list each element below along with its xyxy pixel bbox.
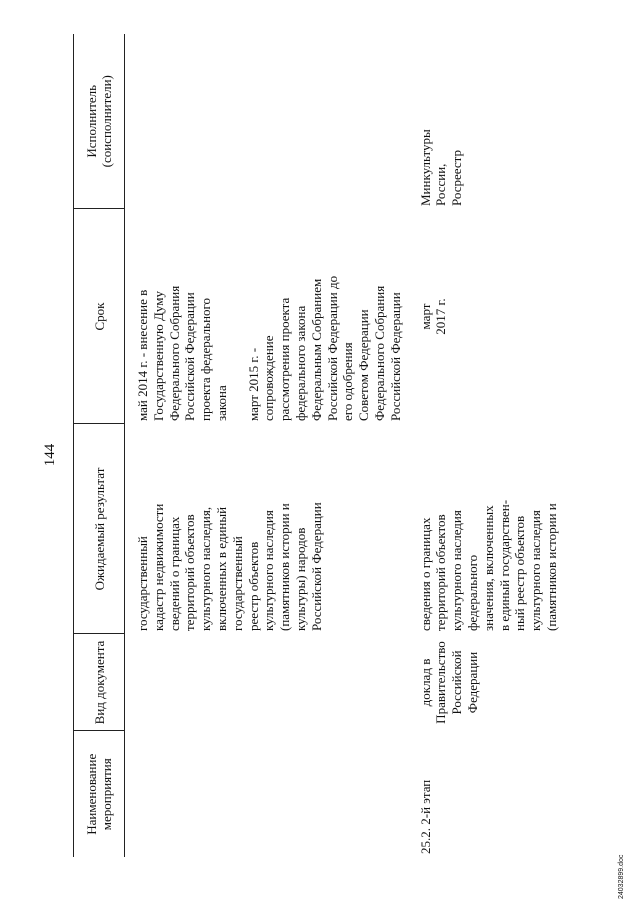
deadline-line: его одобрения: [340, 342, 356, 421]
deadline-line: Федерального Собрания: [371, 285, 387, 421]
deadline-line: Федеральным Собранием: [308, 278, 324, 421]
header-result: [74, 424, 125, 634]
cell-executor: [414, 34, 560, 209]
doc-type-line: Федерации: [464, 651, 480, 714]
result-line: значения, включенных: [480, 505, 496, 631]
footer-doc-code: 24032899.doc: [618, 854, 625, 899]
header-deadline-label: Срок: [91, 302, 107, 331]
result-line: включенных в единый: [213, 506, 229, 631]
deadline-line: май 2014 г. - внесение в: [135, 289, 150, 421]
deadline-line: Российской Федерации: [387, 292, 403, 421]
deadline-line: март 2015 г. -: [245, 347, 261, 421]
cell-result: [125, 424, 414, 634]
header-deadline: [74, 209, 125, 424]
deadline-line: Государственную Думу: [150, 291, 166, 421]
deadline-line: Советом Федерации: [356, 309, 372, 421]
cell-name: [414, 731, 560, 857]
header-name: [74, 731, 125, 857]
deadline-line: Федерального Собрания: [166, 285, 182, 421]
doc-type-line: доклад в: [417, 658, 433, 707]
paragraph-gap: [230, 212, 246, 421]
result-line: (памятников истории и: [277, 503, 293, 631]
executor-line: Росреестр: [449, 150, 465, 206]
deadline-line: 2017 г.: [433, 298, 449, 335]
result-line: ный реестр объектов: [512, 515, 528, 631]
page-number: 144: [42, 443, 58, 467]
result-line: кадастр недвижимости: [150, 503, 166, 631]
cell-deadline: [125, 209, 414, 424]
result-line: государственный: [135, 536, 150, 631]
header-doc-type: [74, 634, 125, 731]
deadline-line: рассмотрения проекта: [277, 297, 293, 421]
result-line: (памятников истории и: [543, 503, 559, 631]
result-line: реестр объектов: [245, 541, 261, 631]
table-row: [414, 34, 560, 857]
result-line: государственный: [229, 536, 245, 631]
result-line: федерального: [464, 554, 480, 631]
result-line: территорий объектов: [182, 514, 198, 631]
deadline-line: закона: [213, 385, 229, 421]
deadline-line: Российской Федерации до: [324, 275, 340, 421]
result-line: культурного наследия,: [198, 506, 214, 631]
result-line: культуры) народов: [292, 527, 308, 631]
header-doc-type-label: Вид документа: [91, 640, 107, 725]
header-name-line: Наименование: [84, 753, 99, 835]
deadline-line: проекта федерального: [198, 297, 214, 421]
result-line: культурного наследия: [261, 510, 277, 631]
result-line: сведений о границах: [166, 516, 182, 631]
result-line: Российской Федерации: [308, 502, 324, 631]
header-executor-line: Исполнитель: [84, 84, 99, 158]
cell-result: [414, 424, 560, 634]
cell-doc-type: [414, 634, 560, 731]
table-row: [125, 34, 414, 857]
deadline-line: федерального закона: [292, 305, 308, 421]
executor-line: России,: [433, 163, 449, 206]
header-name-line: мероприятия: [99, 758, 114, 831]
deadline-line: сопровождение: [261, 335, 277, 421]
table-header-row: [74, 34, 125, 857]
result-line: сведения о границах: [417, 517, 433, 631]
result-line: культурного наследия: [449, 510, 465, 631]
executor-line: Минкультуры: [417, 129, 433, 206]
header-result-label: Ожидаемый результат: [91, 467, 107, 591]
cell-executor: [125, 34, 414, 209]
doc-type-line: Правительство: [433, 641, 449, 724]
cell-name: [125, 731, 414, 857]
plan-table: [73, 34, 560, 857]
deadline-line: Российской Федерации: [182, 292, 198, 421]
doc-type-line: Российской: [449, 650, 465, 715]
cell-deadline: [414, 209, 560, 424]
cell-doc-type: [125, 634, 414, 731]
name-line: 25.2. 2-й этап: [417, 779, 433, 854]
deadline-line: март: [417, 303, 433, 330]
header-executor: [74, 34, 125, 209]
result-line: территорий объектов: [433, 514, 449, 631]
result-line: в единый государствен-: [496, 499, 512, 631]
result-line: культурного наследия: [528, 510, 544, 631]
header-executor-line: (соисполнители): [99, 75, 114, 168]
